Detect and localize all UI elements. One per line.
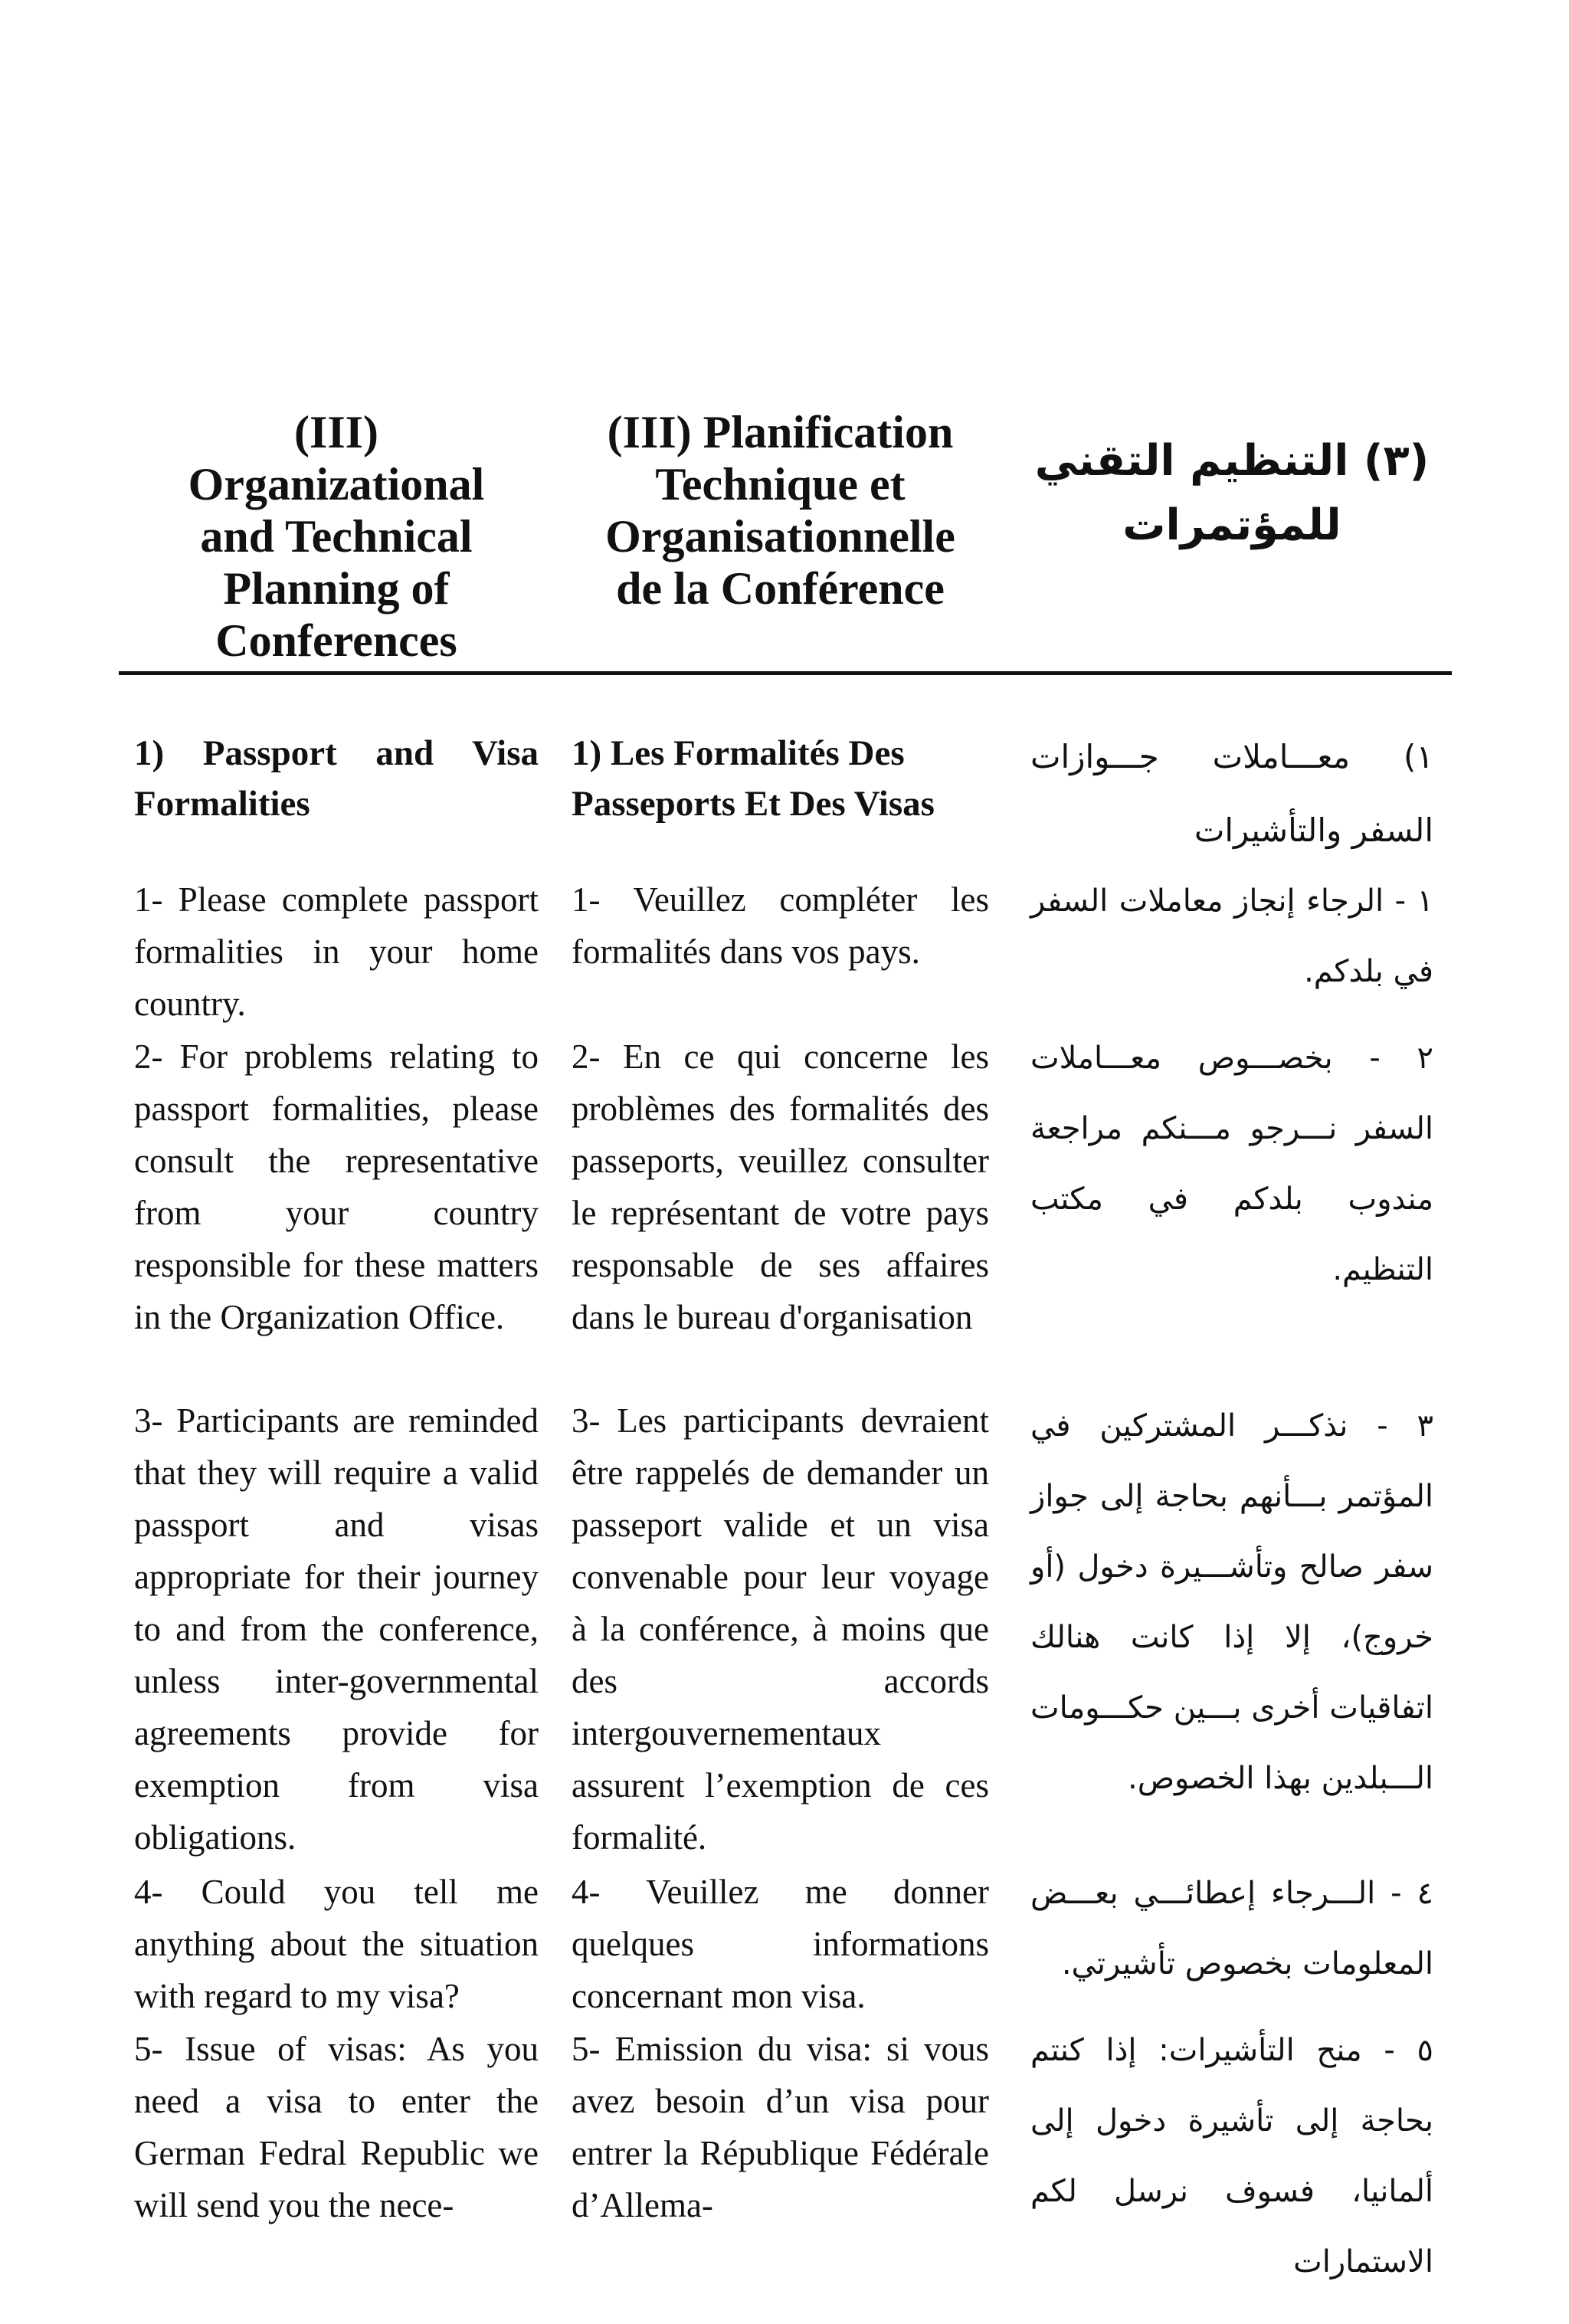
heading-en-line-1: (III): [293, 407, 378, 457]
section-title-fr: 1) Les Formalités Des Passeports Et Des Visas: [572, 733, 935, 824]
paragraph-fr-1: 1- Veuillez compléter les formalités dans vos pays.: [572, 880, 989, 971]
paragraph-en-1: 1- Please complete passport formalities in your home country.: [134, 880, 539, 1023]
paragraph-ar-3: ٣ - نذكـــر المشتركين في المؤتمر بـــأنهم بحاجة إلى جواز سفر صالح وتأشـــيرة دخول (أو خروج)، إلا إذا كانت هنالك اتفاقيات أخرى بـــين حكـــومات الـــبلدين بهذا الخصوص.: [1030, 1408, 1433, 1796]
paragraph-ar-1: ١ - الرجاء إنجاز معاملات السفر في بلدكم.: [1030, 883, 1433, 989]
heading-fr-line-3: Organisationnelle: [605, 511, 955, 562]
heading-ar-line-2: للمؤتمرات: [1122, 500, 1341, 550]
paragraph-en-4: 4- Could you tell me anything about the situation with regard to my visa?: [134, 1873, 539, 2015]
paragraph-fr-3: 3- Les participants devraient être rappelés de demander un passeport valide et un visa convenable pour leur voyage à la conférence, à moins que des accords intergouvernementaux assurent l’exemption de ces formalité.: [572, 1401, 989, 1857]
section-title-ar: ١) معـــاملات جـــوازات السفر والتأشيرات: [1030, 738, 1433, 849]
heading-divider: [119, 671, 1452, 675]
paragraph-en-3: 3- Participants are reminded that they will require a valid passport and visas appropriate for their journey to and from the conference, unless inter-governmental agreements provide for exemption from visa obligations.: [134, 1401, 539, 1857]
heading-en-line-4: Planning of: [223, 563, 450, 614]
heading-arabic: [1030, 429, 1433, 558]
paragraph-en-2: 2- For problems relating to passport formalities, please consult the representative from your country responsible for these matters in the Organization Office.: [134, 1037, 539, 1336]
paragraph-ar-2: ٢ - بخصـــوص معـــاملات السفر نـــرجو مـــنكم مراجعة مندوب بلدكم في مكتب التنظيم.: [1030, 1041, 1433, 1287]
paragraph-ar-4: ٤ - الـــرجاء إعطائـــي بعـــض المعلومات بخصوص تأشيرتي.: [1030, 1876, 1433, 1981]
heading-ar-line-1: (٣) التنظيم التقني: [1034, 436, 1430, 486]
heading-fr-line-2: Technique et: [655, 459, 906, 510]
heading-en-line-3: and Technical: [200, 511, 473, 562]
heading-en-line-5: Conferences: [215, 615, 457, 666]
heading-french: [572, 406, 989, 615]
paragraph-ar-5: ٥ - منح التأشيرات: إذا كنتم بحاجة إلى تأشيرة دخول إلى ألمانيا، فسوف نرسل لكم الاستمارات: [1030, 2033, 1433, 2280]
paragraph-fr-5: 5- Emission du visa: si vous avez besoin d’un visa pour entrer la République Fédérale d’Allema-: [572, 2030, 989, 2224]
heading-en-line-2: Organizational: [188, 459, 485, 510]
section-title-en: 1) Passport and Visa Formalities: [134, 733, 539, 824]
heading-fr-line-1: (III) Planification: [607, 407, 954, 457]
heading-english: [134, 406, 539, 667]
paragraph-fr-2: 2- En ce qui concerne les problèmes des formalités des passeports, veuillez consulter le représentant de votre pays responsable de ses affaires dans le bureau d'organisation: [572, 1037, 989, 1336]
paragraph-en-5: 5- Issue of visas: As you need a visa to enter the German Fedral Republic we will send you the nece-: [134, 2030, 539, 2224]
heading-fr-line-4: de la Conférence: [616, 563, 945, 614]
paragraph-fr-4: 4- Veuillez me donner quelques informations concernant mon visa.: [572, 1873, 989, 2015]
